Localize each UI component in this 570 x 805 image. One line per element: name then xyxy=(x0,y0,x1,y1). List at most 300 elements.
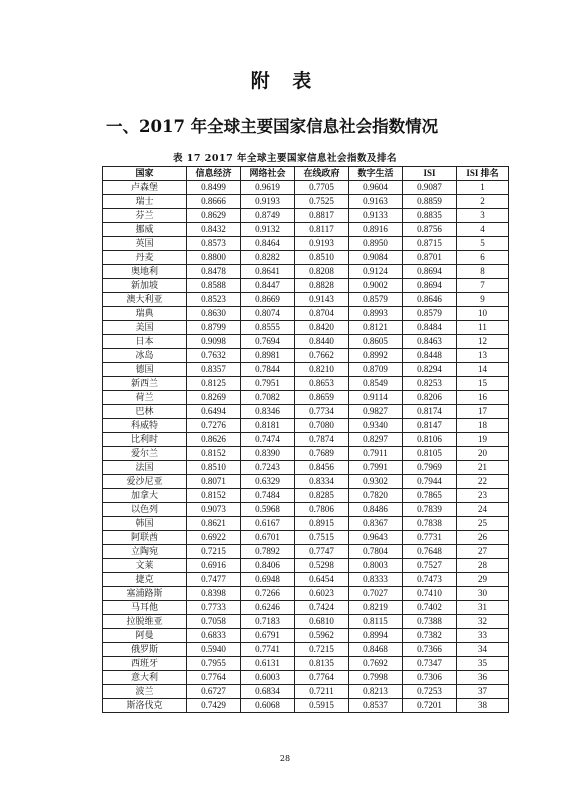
cell-digital-life: 0.8115 xyxy=(349,615,403,629)
cell-network-society: 0.8447 xyxy=(241,279,295,293)
cell-digital-life: 0.9133 xyxy=(349,209,403,223)
cell-digital-life: 0.8992 xyxy=(349,349,403,363)
cell-digital-life: 0.7027 xyxy=(349,587,403,601)
cell-info-economy: 0.8800 xyxy=(187,251,241,265)
cell-network-society: 0.6791 xyxy=(241,629,295,643)
cell-isi-rank: 10 xyxy=(457,307,509,321)
cell-info-economy: 0.8621 xyxy=(187,517,241,531)
header-isi: ISI xyxy=(403,167,457,181)
cell-country: 巴林 xyxy=(103,405,187,419)
table-row xyxy=(103,615,509,629)
cell-info-economy: 0.8269 xyxy=(187,391,241,405)
table-row xyxy=(103,447,509,461)
cell-info-economy: 0.8398 xyxy=(187,587,241,601)
table-row xyxy=(103,699,509,713)
cell-isi: 0.8147 xyxy=(403,419,457,433)
cell-isi-rank: 22 xyxy=(457,475,509,489)
cell-network-society: 0.6003 xyxy=(241,671,295,685)
cell-isi: 0.8715 xyxy=(403,237,457,251)
table-header-row xyxy=(103,167,509,181)
cell-digital-life: 0.8468 xyxy=(349,643,403,657)
cell-network-society: 0.9193 xyxy=(241,195,295,209)
table-row xyxy=(103,503,509,517)
cell-isi-rank: 21 xyxy=(457,461,509,475)
cell-digital-life: 0.8213 xyxy=(349,685,403,699)
cell-isi-rank: 4 xyxy=(457,223,509,237)
cell-country: 塞浦路斯 xyxy=(103,587,187,601)
table-row xyxy=(103,657,509,671)
cell-network-society: 0.6068 xyxy=(241,699,295,713)
cell-digital-life: 0.7998 xyxy=(349,671,403,685)
cell-country: 卢森堡 xyxy=(103,181,187,195)
cell-isi-rank: 2 xyxy=(457,195,509,209)
cell-isi: 0.7388 xyxy=(403,615,457,629)
cell-country: 爱尔兰 xyxy=(103,447,187,461)
cell-isi-rank: 23 xyxy=(457,489,509,503)
cell-isi-rank: 5 xyxy=(457,237,509,251)
page-number: 28 xyxy=(279,754,291,763)
cell-country: 荷兰 xyxy=(103,391,187,405)
cell-online-government: 0.7705 xyxy=(295,181,349,195)
cell-digital-life: 0.8916 xyxy=(349,223,403,237)
table-row xyxy=(103,363,509,377)
table-row xyxy=(103,209,509,223)
cell-country: 芬兰 xyxy=(103,209,187,223)
cell-info-economy: 0.8510 xyxy=(187,461,241,475)
cell-network-society: 0.9619 xyxy=(241,181,295,195)
cell-isi-rank: 8 xyxy=(457,265,509,279)
cell-info-economy: 0.7215 xyxy=(187,545,241,559)
cell-digital-life: 0.8333 xyxy=(349,573,403,587)
cell-online-government: 0.7424 xyxy=(295,601,349,615)
cell-country: 西班牙 xyxy=(103,657,187,671)
cell-digital-life: 0.8486 xyxy=(349,503,403,517)
cell-info-economy: 0.8071 xyxy=(187,475,241,489)
cell-isi: 0.7253 xyxy=(403,685,457,699)
cell-online-government: 0.8704 xyxy=(295,307,349,321)
cell-country: 瑞士 xyxy=(103,195,187,209)
cell-isi: 0.8646 xyxy=(403,293,457,307)
cell-network-society: 0.6131 xyxy=(241,657,295,671)
cell-country: 比利时 xyxy=(103,433,187,447)
cell-digital-life: 0.8605 xyxy=(349,335,403,349)
cell-network-society: 0.8406 xyxy=(241,559,295,573)
cell-info-economy: 0.6727 xyxy=(187,685,241,699)
cell-digital-life: 0.8537 xyxy=(349,699,403,713)
cell-online-government: 0.6454 xyxy=(295,573,349,587)
cell-isi: 0.7648 xyxy=(403,545,457,559)
appendix-title: 附 表 xyxy=(250,70,320,92)
table-row xyxy=(103,293,509,307)
cell-network-society: 0.7243 xyxy=(241,461,295,475)
table-row xyxy=(103,237,509,251)
header-info-economy: 信息经济 xyxy=(187,167,241,181)
cell-digital-life: 0.7804 xyxy=(349,545,403,559)
cell-isi: 0.8484 xyxy=(403,321,457,335)
cell-isi: 0.8106 xyxy=(403,433,457,447)
header-digital-life: 数字生活 xyxy=(349,167,403,181)
cell-isi-rank: 25 xyxy=(457,517,509,531)
header-country: 国家 xyxy=(103,167,187,181)
cell-isi: 0.7865 xyxy=(403,489,457,503)
cell-digital-life: 0.9302 xyxy=(349,475,403,489)
cell-isi-rank: 11 xyxy=(457,321,509,335)
cell-isi: 0.8756 xyxy=(403,223,457,237)
cell-digital-life: 0.8950 xyxy=(349,237,403,251)
cell-online-government: 0.8659 xyxy=(295,391,349,405)
cell-country: 德国 xyxy=(103,363,187,377)
table-row xyxy=(103,307,509,321)
cell-network-society: 0.7484 xyxy=(241,489,295,503)
table-row xyxy=(103,265,509,279)
isi-table xyxy=(102,166,509,713)
cell-isi-rank: 26 xyxy=(457,531,509,545)
cell-digital-life: 0.8121 xyxy=(349,321,403,335)
table-row xyxy=(103,517,509,531)
cell-country: 澳大利亚 xyxy=(103,293,187,307)
table-row xyxy=(103,391,509,405)
cell-info-economy: 0.7058 xyxy=(187,615,241,629)
cell-isi: 0.7839 xyxy=(403,503,457,517)
cell-online-government: 0.8817 xyxy=(295,209,349,223)
cell-info-economy: 0.5940 xyxy=(187,643,241,657)
cell-country: 日本 xyxy=(103,335,187,349)
cell-digital-life: 0.8709 xyxy=(349,363,403,377)
cell-isi: 0.7527 xyxy=(403,559,457,573)
cell-info-economy: 0.8152 xyxy=(187,447,241,461)
table-row xyxy=(103,181,509,195)
table-row xyxy=(103,223,509,237)
cell-network-society: 0.7741 xyxy=(241,643,295,657)
table-row xyxy=(103,531,509,545)
cell-isi-rank: 12 xyxy=(457,335,509,349)
cell-isi-rank: 36 xyxy=(457,671,509,685)
table-row xyxy=(103,419,509,433)
section-title: 一、2017 年全球主要国家信息社会指数情况 xyxy=(106,117,439,136)
cell-network-society: 0.7892 xyxy=(241,545,295,559)
cell-isi: 0.7201 xyxy=(403,699,457,713)
cell-digital-life: 0.7991 xyxy=(349,461,403,475)
table-caption: 表 17 2017 年全球主要国家信息社会指数及排名 xyxy=(172,153,398,164)
cell-digital-life: 0.8994 xyxy=(349,629,403,643)
cell-isi-rank: 34 xyxy=(457,643,509,657)
cell-country: 捷克 xyxy=(103,573,187,587)
cell-online-government: 0.6810 xyxy=(295,615,349,629)
cell-online-government: 0.8915 xyxy=(295,517,349,531)
cell-country: 美国 xyxy=(103,321,187,335)
cell-country: 新加坡 xyxy=(103,279,187,293)
cell-info-economy: 0.8573 xyxy=(187,237,241,251)
cell-online-government: 0.7874 xyxy=(295,433,349,447)
table-row xyxy=(103,559,509,573)
cell-info-economy: 0.7733 xyxy=(187,601,241,615)
table-row xyxy=(103,671,509,685)
table-row xyxy=(103,405,509,419)
cell-country: 立陶宛 xyxy=(103,545,187,559)
table-body xyxy=(103,181,509,713)
table-row xyxy=(103,573,509,587)
cell-isi: 0.8463 xyxy=(403,335,457,349)
cell-isi-rank: 32 xyxy=(457,615,509,629)
cell-network-society: 0.8282 xyxy=(241,251,295,265)
cell-digital-life: 0.9827 xyxy=(349,405,403,419)
cell-network-society: 0.8981 xyxy=(241,349,295,363)
cell-isi-rank: 31 xyxy=(457,601,509,615)
cell-digital-life: 0.9114 xyxy=(349,391,403,405)
cell-isi: 0.8253 xyxy=(403,377,457,391)
cell-isi: 0.9087 xyxy=(403,181,457,195)
cell-isi-rank: 1 xyxy=(457,181,509,195)
cell-isi: 0.8835 xyxy=(403,209,457,223)
cell-network-society: 0.7183 xyxy=(241,615,295,629)
cell-isi: 0.8579 xyxy=(403,307,457,321)
cell-online-government: 0.8208 xyxy=(295,265,349,279)
cell-isi-rank: 16 xyxy=(457,391,509,405)
table-row xyxy=(103,685,509,699)
cell-country: 新西兰 xyxy=(103,377,187,391)
cell-network-society: 0.7474 xyxy=(241,433,295,447)
cell-info-economy: 0.7477 xyxy=(187,573,241,587)
cell-online-government: 0.5298 xyxy=(295,559,349,573)
cell-digital-life: 0.9643 xyxy=(349,531,403,545)
cell-info-economy: 0.8588 xyxy=(187,279,241,293)
cell-isi-rank: 19 xyxy=(457,433,509,447)
cell-info-economy: 0.8629 xyxy=(187,209,241,223)
cell-info-economy: 0.8357 xyxy=(187,363,241,377)
cell-network-society: 0.6948 xyxy=(241,573,295,587)
cell-country: 意大利 xyxy=(103,671,187,685)
cell-online-government: 0.8420 xyxy=(295,321,349,335)
cell-isi: 0.7347 xyxy=(403,657,457,671)
cell-online-government: 0.7689 xyxy=(295,447,349,461)
cell-isi: 0.8701 xyxy=(403,251,457,265)
cell-info-economy: 0.6833 xyxy=(187,629,241,643)
cell-digital-life: 0.9124 xyxy=(349,265,403,279)
cell-network-society: 0.7082 xyxy=(241,391,295,405)
table-row xyxy=(103,279,509,293)
cell-online-government: 0.6023 xyxy=(295,587,349,601)
table-row xyxy=(103,461,509,475)
cell-digital-life: 0.8003 xyxy=(349,559,403,573)
table-row xyxy=(103,489,509,503)
cell-isi: 0.8174 xyxy=(403,405,457,419)
table-row xyxy=(103,545,509,559)
cell-online-government: 0.5915 xyxy=(295,699,349,713)
cell-network-society: 0.7694 xyxy=(241,335,295,349)
cell-isi-rank: 3 xyxy=(457,209,509,223)
cell-isi-rank: 18 xyxy=(457,419,509,433)
table-row xyxy=(103,377,509,391)
cell-online-government: 0.7215 xyxy=(295,643,349,657)
cell-country: 俄罗斯 xyxy=(103,643,187,657)
cell-digital-life: 0.7820 xyxy=(349,489,403,503)
cell-isi: 0.7969 xyxy=(403,461,457,475)
cell-isi-rank: 29 xyxy=(457,573,509,587)
cell-isi: 0.8694 xyxy=(403,279,457,293)
cell-network-society: 0.8669 xyxy=(241,293,295,307)
cell-isi: 0.7366 xyxy=(403,643,457,657)
cell-country: 挪威 xyxy=(103,223,187,237)
cell-online-government: 0.8117 xyxy=(295,223,349,237)
cell-digital-life: 0.8367 xyxy=(349,517,403,531)
cell-online-government: 0.7764 xyxy=(295,671,349,685)
cell-digital-life: 0.8549 xyxy=(349,377,403,391)
cell-isi: 0.7731 xyxy=(403,531,457,545)
cell-info-economy: 0.9073 xyxy=(187,503,241,517)
table-row xyxy=(103,251,509,265)
table-row xyxy=(103,629,509,643)
cell-isi: 0.7838 xyxy=(403,517,457,531)
cell-digital-life: 0.9084 xyxy=(349,251,403,265)
cell-network-society: 0.7266 xyxy=(241,587,295,601)
cell-network-society: 0.8464 xyxy=(241,237,295,251)
cell-country: 以色列 xyxy=(103,503,187,517)
cell-digital-life: 0.8579 xyxy=(349,293,403,307)
cell-online-government: 0.9143 xyxy=(295,293,349,307)
cell-isi: 0.7410 xyxy=(403,587,457,601)
cell-isi-rank: 35 xyxy=(457,657,509,671)
cell-info-economy: 0.8432 xyxy=(187,223,241,237)
cell-info-economy: 0.8499 xyxy=(187,181,241,195)
table-row xyxy=(103,587,509,601)
cell-isi: 0.7306 xyxy=(403,671,457,685)
cell-country: 加拿大 xyxy=(103,489,187,503)
cell-network-society: 0.8390 xyxy=(241,447,295,461)
cell-info-economy: 0.9098 xyxy=(187,335,241,349)
cell-online-government: 0.7662 xyxy=(295,349,349,363)
cell-country: 科威特 xyxy=(103,419,187,433)
cell-online-government: 0.7734 xyxy=(295,405,349,419)
cell-online-government: 0.7747 xyxy=(295,545,349,559)
cell-isi: 0.8105 xyxy=(403,447,457,461)
cell-network-society: 0.7844 xyxy=(241,363,295,377)
cell-isi-rank: 28 xyxy=(457,559,509,573)
cell-network-society: 0.8181 xyxy=(241,419,295,433)
cell-network-society: 0.8555 xyxy=(241,321,295,335)
cell-country: 英国 xyxy=(103,237,187,251)
header-online-government: 在线政府 xyxy=(295,167,349,181)
cell-country: 丹麦 xyxy=(103,251,187,265)
cell-digital-life: 0.9002 xyxy=(349,279,403,293)
cell-isi-rank: 7 xyxy=(457,279,509,293)
cell-network-society: 0.8074 xyxy=(241,307,295,321)
cell-country: 文莱 xyxy=(103,559,187,573)
cell-isi: 0.8859 xyxy=(403,195,457,209)
table-row xyxy=(103,335,509,349)
cell-digital-life: 0.8219 xyxy=(349,601,403,615)
table-row xyxy=(103,643,509,657)
cell-digital-life: 0.9604 xyxy=(349,181,403,195)
cell-country: 斯洛伐克 xyxy=(103,699,187,713)
header-network-society: 网络社会 xyxy=(241,167,295,181)
cell-online-government: 0.5962 xyxy=(295,629,349,643)
cell-isi: 0.8206 xyxy=(403,391,457,405)
cell-online-government: 0.7806 xyxy=(295,503,349,517)
cell-country: 马耳他 xyxy=(103,601,187,615)
cell-network-society: 0.9132 xyxy=(241,223,295,237)
cell-info-economy: 0.8152 xyxy=(187,489,241,503)
cell-digital-life: 0.7911 xyxy=(349,447,403,461)
table-row xyxy=(103,195,509,209)
cell-online-government: 0.8334 xyxy=(295,475,349,489)
cell-isi-rank: 33 xyxy=(457,629,509,643)
cell-info-economy: 0.8630 xyxy=(187,307,241,321)
cell-isi-rank: 24 xyxy=(457,503,509,517)
table-row xyxy=(103,349,509,363)
cell-country: 冰岛 xyxy=(103,349,187,363)
cell-info-economy: 0.7632 xyxy=(187,349,241,363)
cell-network-society: 0.6701 xyxy=(241,531,295,545)
cell-network-society: 0.6246 xyxy=(241,601,295,615)
cell-info-economy: 0.8125 xyxy=(187,377,241,391)
cell-online-government: 0.9193 xyxy=(295,237,349,251)
cell-info-economy: 0.8666 xyxy=(187,195,241,209)
cell-info-economy: 0.6922 xyxy=(187,531,241,545)
cell-digital-life: 0.9163 xyxy=(349,195,403,209)
cell-country: 阿联酋 xyxy=(103,531,187,545)
cell-isi-rank: 13 xyxy=(457,349,509,363)
cell-network-society: 0.8749 xyxy=(241,209,295,223)
cell-online-government: 0.7515 xyxy=(295,531,349,545)
cell-isi: 0.7473 xyxy=(403,573,457,587)
cell-digital-life: 0.7692 xyxy=(349,657,403,671)
table-row xyxy=(103,475,509,489)
cell-info-economy: 0.8799 xyxy=(187,321,241,335)
header-isi-rank: ISI 排名 xyxy=(457,167,509,181)
cell-online-government: 0.8828 xyxy=(295,279,349,293)
cell-isi-rank: 15 xyxy=(457,377,509,391)
cell-network-society: 0.7951 xyxy=(241,377,295,391)
cell-country: 拉脱维亚 xyxy=(103,615,187,629)
cell-country: 法国 xyxy=(103,461,187,475)
cell-network-society: 0.8641 xyxy=(241,265,295,279)
cell-info-economy: 0.7276 xyxy=(187,419,241,433)
cell-online-government: 0.7080 xyxy=(295,419,349,433)
cell-info-economy: 0.8523 xyxy=(187,293,241,307)
cell-online-government: 0.7525 xyxy=(295,195,349,209)
cell-online-government: 0.8135 xyxy=(295,657,349,671)
cell-network-society: 0.6329 xyxy=(241,475,295,489)
table-row xyxy=(103,601,509,615)
cell-digital-life: 0.9340 xyxy=(349,419,403,433)
table-row xyxy=(103,433,509,447)
cell-isi-rank: 6 xyxy=(457,251,509,265)
cell-isi-rank: 37 xyxy=(457,685,509,699)
cell-isi-rank: 30 xyxy=(457,587,509,601)
cell-isi: 0.7402 xyxy=(403,601,457,615)
cell-network-society: 0.8346 xyxy=(241,405,295,419)
cell-country: 爱沙尼亚 xyxy=(103,475,187,489)
cell-isi: 0.8294 xyxy=(403,363,457,377)
cell-info-economy: 0.7955 xyxy=(187,657,241,671)
cell-online-government: 0.8510 xyxy=(295,251,349,265)
cell-isi: 0.8448 xyxy=(403,349,457,363)
cell-isi-rank: 38 xyxy=(457,699,509,713)
cell-digital-life: 0.8993 xyxy=(349,307,403,321)
cell-country: 奥地利 xyxy=(103,265,187,279)
cell-isi-rank: 17 xyxy=(457,405,509,419)
cell-country: 阿曼 xyxy=(103,629,187,643)
cell-online-government: 0.7211 xyxy=(295,685,349,699)
cell-info-economy: 0.7429 xyxy=(187,699,241,713)
cell-network-society: 0.6834 xyxy=(241,685,295,699)
cell-online-government: 0.8440 xyxy=(295,335,349,349)
cell-isi-rank: 27 xyxy=(457,545,509,559)
cell-online-government: 0.8285 xyxy=(295,489,349,503)
cell-isi-rank: 9 xyxy=(457,293,509,307)
cell-digital-life: 0.8297 xyxy=(349,433,403,447)
cell-network-society: 0.6167 xyxy=(241,517,295,531)
